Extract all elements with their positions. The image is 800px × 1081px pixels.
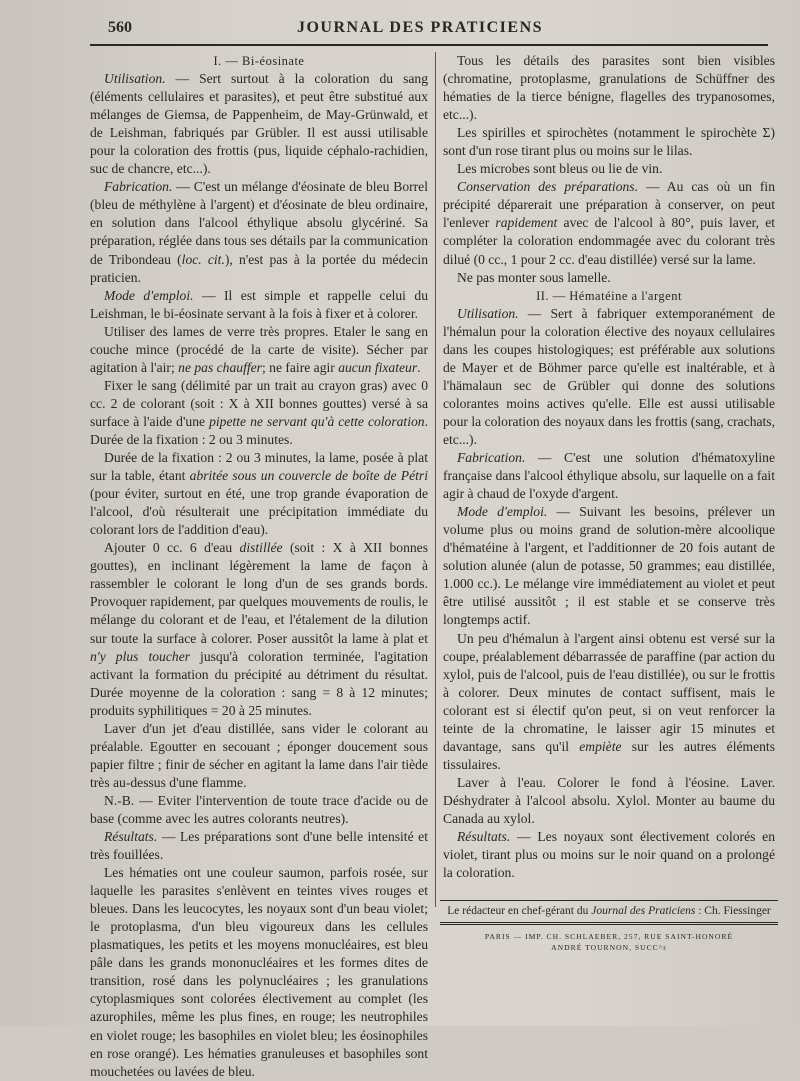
paragraph: Ajouter 0 cc. 6 d'eau distillée (soit : X à XII bonnes gouttes), en inclinant légèrement la lame de façon à rassembler le colorant le long d'un de ses grands bords. Provoquer rapidement, par quelques mouvements de roulis, le mélange du colorant et de l'eau, et l'étalement de la dilution sur toute la surface à colorer. Poser aussitôt la lame à plat et n'y plus toucher jusqu'à coloration terminée, l'agitation activant la formation du précipité au détriment du résultat. Durée moyenne de la coloration : sang = 8 à 12 minutes; produits syphilitiques = 20 à 25 minutes. — [90, 540, 428, 718]
page-footer — [440, 900, 778, 953]
paragraph: Conservation des préparations. — Au cas où un fin précipité déparerait une préparation à conserver, on peut l'enlever rapidement avec de l'alcool à 80°, puis laver, et compléter la coloration endommagée avec du colorant très dilué (0 cc., 1 pour 2 cc. d'eau distillée) versé sur la lame. — [443, 179, 776, 267]
paragraph: N.-B. — Eviter l'intervention de toute trace d'acide ou de base (comme avec les autres colorants neutres). — [90, 792, 428, 826]
paragraph: Résultats. — Les noyaux sont électivement colorés en violet, tirant plus ou moins sur le noir quand on a prolongé la coloration. — [443, 829, 775, 881]
journal-title: JOURNAL DES PRATICIENS — [296, 19, 544, 36]
paragraph: Mode d'emploi. — Suivant les besoins, prélever un volume plus ou moins grand de solution-mère alcoolique d'hématéine à l'argent, et l'additionner de 20 fois autant de solution alunée (alun de potasse, 50 grammes; eau distillée, 1.000 cc.). Le mélange vire immédiatement au violet et peut être utilisé aussitôt ; il est stable et se conserve très longtemps actif. — [443, 504, 776, 628]
paragraph: Un peu d'hémalun à l'argent ainsi obtenu est versé sur la coupe, préalablement débarrassée de paraffine (par action du xylol, puis de l'alcool, puis de l'eau distillée), ou sur le frottis à colorer. Deux minutes de contact suffisent, mais le colorant est si électif qu'on peut, si on veut renforcer la teinte de la chromatine, le laisser agir 15 minutes et davantage, sans qu'il empiète sur les autres éléments tissulaires. — [443, 630, 775, 772]
paragraph: Résultats. — Les préparations sont d'une belle intensité et très fouillées. — [90, 829, 428, 863]
paragraph: Les hématies ont une couleur saumon, parfois rosée, sur laquelle les parasites s'enlèvent en teintes vives rouges et bleues. Dans les leucocytes, les noyaux sont d'un beau violet; le protoplasma, d'un bleu vigoureux dans les cellules plasmatiques, les petits et les moyens monucléaires, est bleu pâle dans les grands mononucléaires et les formes dites de transition, rosé dans les polynucléaires ; les granulations cytoplasmiques sont colorées électivement au complet (les azurophiles, même les plus fines, en rouge; les neutrophiles en violet rouge; les basophiles en violet bleu; les éosinophiles en rose orangé). Les hématies granuleuses et basophiles sont mouchetées ou lavées de bleu. — [90, 865, 428, 1079]
paragraph: Fixer le sang (délimité par un trait au crayon gras) avec 0 cc. 2 de colorant (soit : X à XII bonnes gouttes) versé à sa surface à l'aide d'une pipette ne servant qu'à cette coloration. Durée de la fixation : 2 ou 3 minutes. — [90, 377, 428, 447]
paragraph: Laver d'un jet d'eau distillée, sans vider le colorant au préalable. Egoutter en secouant ; éponger doucement sous papier filtre ; finir de sécher en agitant la lame dans l'air tiède très au-dessus d'une flamme. — [90, 720, 428, 790]
page-header — [80, 14, 760, 44]
paragraph: Mode d'emploi. — Il est simple et rappelle celui du Leishman, le bi-éosinate servant à la fois à fixer et à colorer. — [90, 287, 429, 321]
header-rule — [90, 44, 768, 46]
page-number: 560 — [108, 19, 132, 36]
paragraph: Utilisation. — Sert à fabriquer extemporanément de l'hémalun pour la coloration élective des noyaux cellulaires dans les coupes histologiques; est préférable aux solutions de Mayer et de Böhmer parce qu'elle est inaltérable, et à l'hämalaun sec de Grübler qui donne des solutions colorantes moins actives qu'elle. Elle est aussi utilisable pour la coloration des noyaux dans les frottis (sang, crachats, etc...). — [443, 305, 775, 447]
paragraph: Fabrication. — C'est une solution d'hématoxyline française dans l'alcool éthylique absolu, sur laquelle on a fait agir à chaud de l'oxyde d'argent. — [443, 450, 775, 502]
footer-double-rule — [440, 922, 778, 925]
paragraph: Utilisation. — Sert surtout à la coloration du sang (éléments cellulaires et parasites), et peut être substitué aux mélanges de Giemsa, de Pappenheim, de May-Grünwald, et de Leishman, fabriqués par Grübler. Il est aussi utilisable pour la coloration des frottis (pus, liquide céphalo-rachidien, suc de chancre, etc...). — [90, 71, 428, 177]
paragraph: Les spirilles et spirochètes (notamment le spirochète Σ) sont d'un rose tirant plus ou moins sur le lilas. — [443, 125, 775, 159]
paragraph: Fabrication. — C'est un mélange d'éosinate de bleu Borrel (bleu de méthylène à l'argent) et d'éosinate de bleu ordinaire, en solution dans l'alcool éthylique absolu glycériné. Sa préparation, réglée dans tous ses détails par la communication de Tribondeau (loc. cit.), n'est pas à la portée du médecin praticien. — [90, 179, 429, 285]
paragraph: Les microbes sont bleus ou lie de vin. — [457, 161, 663, 177]
section-title-bi-eosinate: I. — Bi-éosinate — [213, 54, 305, 68]
column-divider — [435, 52, 436, 907]
paragraph: Utiliser des lames de verre très propres. Etaler le sang en couche mince (procédé de la carte de visite). Sécher par agitation à l'air; ne pas chauffer; ne faire agir aucun fixateur. — [90, 323, 428, 375]
editor-credit: Le rédacteur en chef-gérant du Journal des Praticiens : Ch. Fiessinger — [447, 905, 771, 917]
paragraph: Ne pas monter sous lamelle. — [457, 269, 611, 285]
printer-imprint: PARIS — IMP. CH. SCHLAEBER, 257, RUE SAINT-HONORÉ ANDRÉ TOURNON, SUCC^r — [484, 932, 734, 952]
paragraph: Durée de la fixation : 2 ou 3 minutes, la lame, posée à plat sur la table, étant abritée sous un couvercle de boîte de Pétri (pour éviter, surtout en été, une trop grande évaporation de l'alcool, d'où résulterait une précipitation immédiate du colorant lors de l'addition d'eau). — [90, 450, 428, 538]
left-column — [90, 52, 428, 1081]
right-column — [443, 52, 775, 882]
paragraph: Laver à l'eau. Colorer le fond à l'éosine. Laver. Déshydrater à l'alcool absolu. Xylol. Monter au baume du Canada au xylol. — [443, 774, 775, 826]
paragraph: Tous les détails des parasites sont bien visibles (chromatine, protoplasme, granulations de Schüffner des hématies de la tierce bénigne, flagelles des trypanosomes, etc...). — [443, 53, 775, 123]
section-title-hemateine: II. — Hématéine a l'argent — [536, 288, 682, 303]
